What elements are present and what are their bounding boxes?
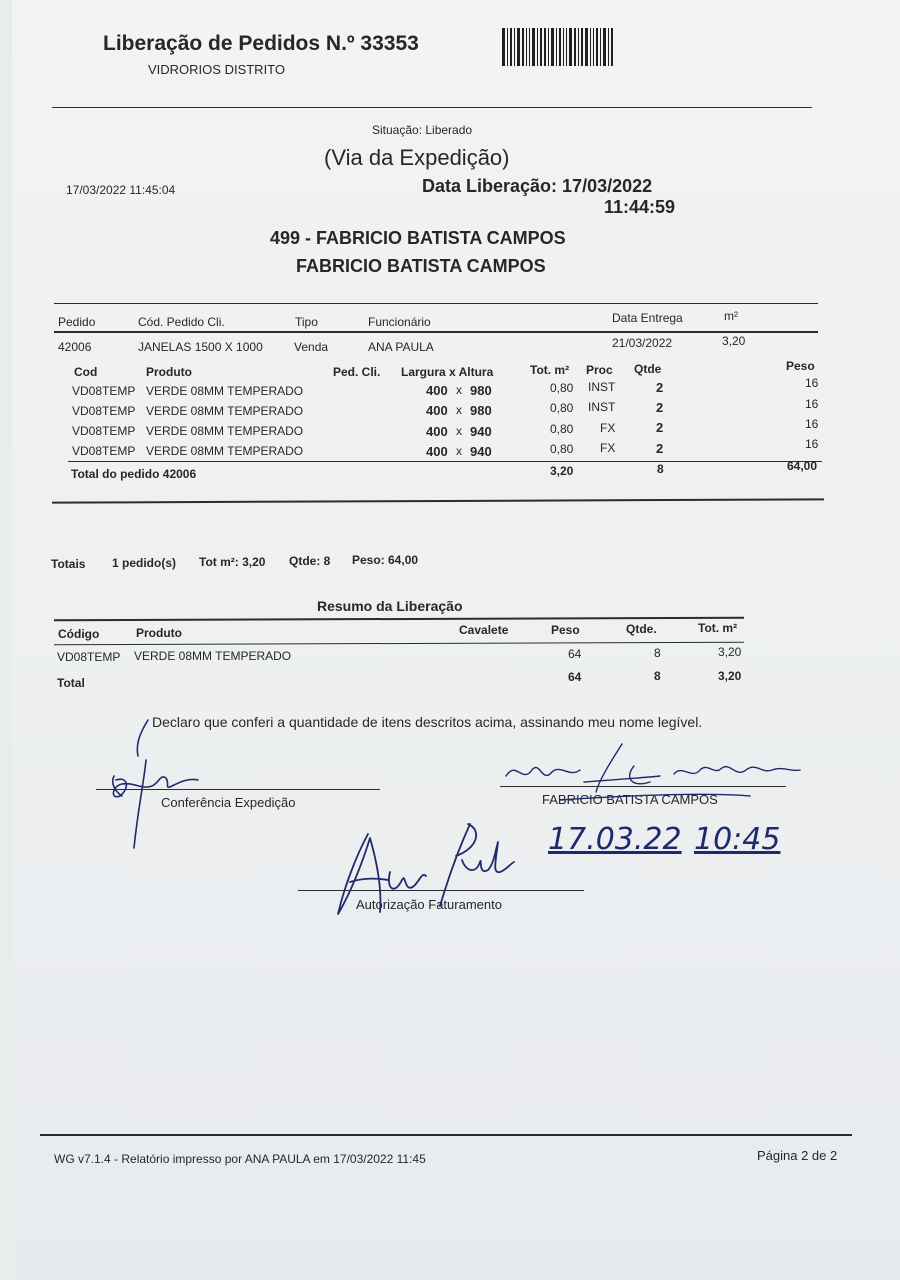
order-funcionario: ANA PAULA <box>368 340 434 354</box>
item-qtde: 2 <box>656 420 664 435</box>
totals-label: Totais <box>51 557 86 571</box>
client-signature-name: FABRICIO BATISTA CAMPOS <box>542 792 718 807</box>
items-col-cod: Cod <box>74 365 98 379</box>
item-tot-m2: 0,80 <box>550 442 574 456</box>
handwritten-time: 10:45 <box>694 822 781 857</box>
barcode-bar <box>537 28 538 66</box>
barcode-bar <box>590 28 591 66</box>
footer-printed-by: WG v7.1.4 - Relatório impresso por ANA PAULA em 17/03/2022 11:45 <box>54 1152 426 1166</box>
footer-rule <box>40 1134 852 1136</box>
summary-total-peso: 64 <box>568 670 582 684</box>
order-total-label: Total do pedido 42006 <box>71 467 197 481</box>
barcode-bar <box>569 28 572 66</box>
barcode-bar <box>593 28 594 66</box>
barcode-bar <box>603 28 606 66</box>
order-header-rule <box>54 331 818 333</box>
summary-title: Resumo da Liberação <box>317 598 463 614</box>
item-largura: 400 <box>426 383 448 398</box>
col-cod-pedido-cli: Cód. Pedido Cli. <box>138 315 225 329</box>
item-cod: VD08TEMP <box>72 424 136 438</box>
barcode-bar <box>600 28 601 66</box>
order-total-peso: 64,00 <box>787 459 818 473</box>
barcode-bar <box>526 28 527 66</box>
totals-tot-m2: Tot m²: 3,20 <box>199 555 266 569</box>
item-tot-m2: 0,80 <box>550 401 574 415</box>
summary-col-produto: Produto <box>136 626 182 640</box>
item-altura: 980 <box>470 383 492 398</box>
items-col-peso: Peso <box>786 359 815 373</box>
totals-pedidos: 1 pedido(s) <box>112 556 177 570</box>
barcode-bar <box>544 28 546 66</box>
summary-qtde: 8 <box>654 646 661 660</box>
item-produto: VERDE 08MM TEMPERADO <box>146 424 304 438</box>
declaration-text: Declaro que conferi a quantidade de itens descritos acima, assinando meu nome legível. <box>152 714 703 730</box>
client-signature <box>500 740 810 810</box>
item-peso: 16 <box>805 417 819 431</box>
summary-col-codigo: Código <box>58 627 100 641</box>
summary-col-cavalete: Cavalete <box>459 623 509 637</box>
header-divider <box>52 107 812 108</box>
item-altura: 940 <box>470 444 492 459</box>
conferencia-signature <box>86 716 226 851</box>
order-pedido: 42006 <box>58 340 92 354</box>
situation-label: Situação: Liberado <box>372 123 473 137</box>
barcode-bar <box>510 28 512 66</box>
summary-col-tot-m2: Tot. m² <box>698 621 738 635</box>
barcode-bar <box>551 28 554 66</box>
footer-page-number: Página 2 de 2 <box>757 1148 838 1163</box>
client-code-name: 499 - FABRICIO BATISTA CAMPOS <box>270 228 566 248</box>
barcode-bar <box>548 28 549 66</box>
items-total-rule <box>68 461 822 462</box>
items-col-produto: Produto <box>146 365 192 379</box>
item-tot-m2: 0,80 <box>550 422 574 436</box>
client-name: FABRICIO BATISTA CAMPOS <box>296 256 546 276</box>
col-data-entrega: Data Entrega <box>612 311 683 325</box>
barcode-bar <box>517 28 520 66</box>
item-altura: 980 <box>470 403 492 418</box>
item-proc: INST <box>588 380 616 394</box>
order-tipo: Venda <box>294 340 329 354</box>
item-proc: FX <box>600 441 616 455</box>
summary-total-qtde: 8 <box>654 669 661 683</box>
item-cod: VD08TEMP <box>72 384 136 398</box>
printed-timestamp: 17/03/2022 11:45:04 <box>66 183 176 197</box>
summary-produto: VERDE 08MM TEMPERADO <box>134 649 292 663</box>
order-total-qtde: 8 <box>657 462 664 476</box>
document-title: Liberação de Pedidos N.º 33353 <box>103 32 419 55</box>
barcode-bar <box>596 28 598 66</box>
item-produto: VERDE 08MM TEMPERADO <box>146 404 304 418</box>
barcode-bar <box>611 28 613 66</box>
summary-total-label: Total <box>57 676 85 690</box>
barcode-bar <box>502 28 505 66</box>
barcode-bar <box>532 28 535 66</box>
summary-peso: 64 <box>568 647 582 661</box>
col-m2: m² <box>724 309 738 323</box>
barcode-bar <box>585 28 588 66</box>
company-name: VIDRORIOS DISTRITO <box>148 62 285 77</box>
item-x: x <box>456 383 462 397</box>
items-col-proc: Proc <box>586 363 613 377</box>
order-data-entrega: 21/03/2022 <box>612 336 673 350</box>
barcode-bar <box>581 28 583 66</box>
barcode-bar <box>608 28 609 66</box>
summary-tot-m2: 3,20 <box>718 645 742 659</box>
handwritten-date: 17.03.22 <box>548 822 682 857</box>
items-col-largura-altura: Largura x Altura <box>401 365 494 379</box>
item-proc: INST <box>588 400 616 414</box>
release-time: 11:44:59 <box>604 197 676 217</box>
via-label: (Via da Expedição) <box>324 145 510 170</box>
item-qtde: 2 <box>656 400 664 415</box>
barcode-bar <box>556 28 557 66</box>
barcode-bar <box>529 28 530 66</box>
item-cod: VD08TEMP <box>72 444 136 458</box>
items-col-tot-m2: Tot. m² <box>530 363 570 377</box>
release-date: Data Liberação: 17/03/2022 <box>422 176 653 196</box>
item-largura: 400 <box>426 444 448 459</box>
order-total-tot-m2: 3,20 <box>550 464 574 478</box>
barcode-bar <box>522 28 524 66</box>
summary-col-qtde: Qtde. <box>626 622 657 636</box>
summary-codigo: VD08TEMP <box>57 650 121 664</box>
summary-total-tot-m2: 3,20 <box>718 669 742 683</box>
item-x: x <box>456 444 462 458</box>
col-funcionario: Funcionário <box>368 315 431 329</box>
barcode-bar <box>540 28 542 66</box>
item-qtde: 2 <box>656 380 664 395</box>
item-produto: VERDE 08MM TEMPERADO <box>146 444 304 458</box>
barcode-bar <box>559 28 561 66</box>
totals-peso: Peso: 64,00 <box>352 553 419 567</box>
col-tipo: Tipo <box>295 315 318 329</box>
item-proc: FX <box>600 421 616 435</box>
order-cod-pedido-cli: JANELAS 1500 X 1000 <box>138 340 263 354</box>
item-largura: 400 <box>426 424 448 439</box>
summary-col-peso: Peso <box>551 623 580 637</box>
col-pedido: Pedido <box>58 315 96 329</box>
autorizacao-signature <box>322 816 522 930</box>
barcode-bar <box>563 28 564 66</box>
item-x: x <box>456 403 462 417</box>
conferencia-label: Conferência Expedição <box>161 795 296 810</box>
item-peso: 16 <box>805 376 819 390</box>
barcode-bar <box>566 28 567 66</box>
item-cod: VD08TEMP <box>72 404 136 418</box>
item-x: x <box>456 424 462 438</box>
item-peso: 16 <box>805 437 819 451</box>
barcode <box>502 28 634 66</box>
barcode-bar <box>574 28 576 66</box>
item-tot-m2: 0,80 <box>550 381 574 395</box>
barcode-bar <box>507 28 508 66</box>
item-altura: 940 <box>470 424 492 439</box>
item-peso: 16 <box>805 397 819 411</box>
items-col-qtde: Qtde <box>634 362 662 376</box>
items-col-ped-cli: Ped. Cli. <box>333 365 381 379</box>
totals-qtde: Qtde: 8 <box>289 554 331 568</box>
item-produto: VERDE 08MM TEMPERADO <box>146 384 304 398</box>
barcode-bar <box>578 28 579 66</box>
barcode-bar <box>514 28 515 66</box>
order-m2: 3,20 <box>722 334 746 348</box>
item-largura: 400 <box>426 403 448 418</box>
order-top-rule <box>54 303 818 304</box>
autorizacao-label: Autorização Faturamento <box>356 897 502 912</box>
item-qtde: 2 <box>656 441 664 456</box>
